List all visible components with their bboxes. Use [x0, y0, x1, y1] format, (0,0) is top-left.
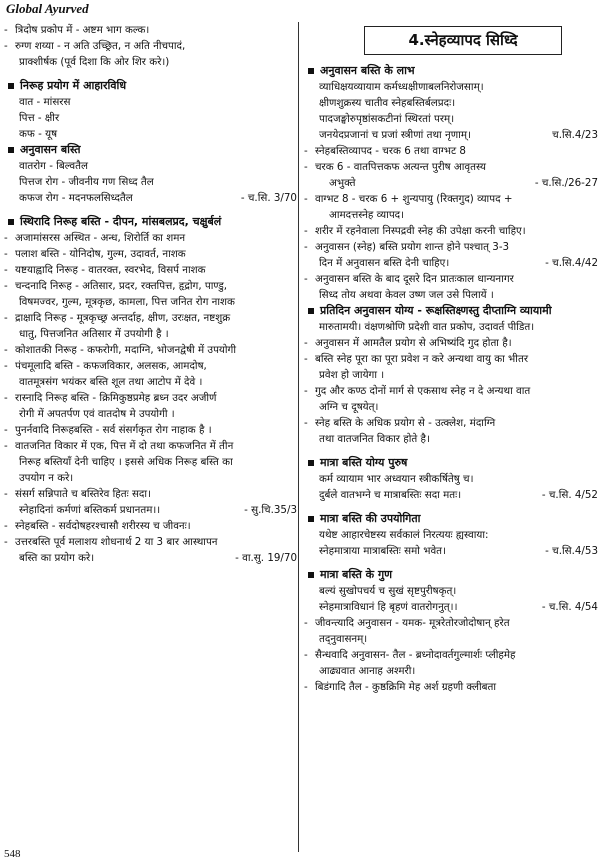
line-text: क्षीणशुक्रस्य चातीव स्नेहबस्तिर्बलप्रदः।: [319, 97, 456, 109]
dash-bullet-icon: -: [4, 440, 8, 452]
dash-list-item: [4, 310, 297, 326]
dash-bullet-icon: -: [4, 248, 8, 260]
line-text: अनुवासन बस्ति के बाद दूसरे दिन प्रातःकाल धान्यनागर: [315, 273, 514, 285]
line-text: निरूह बस्तियाँ देनी चाहिए । इससे अधिक निरूह बस्ति का: [19, 456, 233, 468]
section-heading: [304, 63, 598, 79]
dash-bullet-icon: -: [4, 344, 8, 356]
page-number: 548: [4, 848, 21, 860]
dash-list-item: [304, 223, 598, 239]
line-text: स्नेहमात्राविधानं हि बृहणं वातरोगनुत्।।: [319, 601, 458, 613]
dash-list-item: [304, 647, 598, 663]
line-text: संसर्ग सन्निपाते च बस्तिरेव हितः सदा।: [15, 488, 151, 500]
square-bullet-icon: [8, 147, 14, 153]
continuation-line: [4, 470, 297, 486]
line-text: त्रिदोष प्रकोप में - अष्टम भाग कल्क।: [15, 24, 150, 36]
square-bullet-icon: [308, 572, 314, 578]
line-text: तथा वातजनित विकार होते है।: [319, 433, 430, 445]
section-heading: [4, 142, 297, 158]
line-text: पुनर्नवादि निरूहबस्ति - सर्व संसर्गकृत रोग नाहाक है ।: [15, 424, 212, 436]
dash-list-item: [304, 143, 598, 159]
citation-reference: - सु.चि.35/3: [244, 504, 297, 516]
spacer: [304, 559, 598, 567]
line-text: चन्दनादि निरूह - अतिसार, प्रदर, रक्तपित्त, हृद्रोग, पाण्डु,: [15, 280, 228, 292]
citation-reference: - च.सि./26-27: [534, 177, 598, 189]
line-text: पित्त - क्षीर: [19, 112, 60, 124]
dash-bullet-icon: -: [304, 617, 308, 629]
line-text: वातजनित विकार में एक, पित्त में दो तथा कफजनित में तीन: [15, 440, 234, 452]
dash-list-item: [4, 486, 297, 502]
section-heading: [304, 511, 598, 527]
heading-text: निरूह प्रयोग में आहारविधि: [20, 79, 127, 92]
line-text: दुर्बले वातभग्ने च मात्राबस्तिः सदा मतः।: [319, 489, 462, 501]
spacer: [4, 206, 297, 214]
dash-bullet-icon: -: [304, 649, 308, 661]
line-text: कोशातकी निरूह - कफरोगी, मदाग्नि, भोजनद्वेषी में उपयोगी: [15, 344, 237, 356]
section-heading: [304, 567, 598, 583]
line-text: पादजङ्घोरुपृष्ठांसकटीनां स्थिरतां परम्।: [319, 113, 455, 125]
dash-bullet-icon: -: [304, 681, 308, 693]
spacer: [4, 70, 297, 78]
spacer: [304, 447, 598, 455]
line-text: वातमूत्रसंग भयंकर बस्ति शूल तथा आटोप में देवे ।: [19, 376, 203, 388]
continuation-line: [4, 550, 297, 566]
continuation-line: [4, 94, 297, 110]
section-heading: [304, 303, 598, 319]
dash-list-item: [304, 191, 598, 207]
section-heading: [304, 455, 598, 471]
dash-bullet-icon: -: [304, 145, 308, 157]
dash-list-item: [4, 438, 297, 454]
line-text: आमदत्तस्नेह व्यापद।: [329, 209, 405, 221]
line-text: सिध्द तोय अथवा केवल उष्ण जल उसे पिलायें ।: [319, 289, 494, 301]
line-text: विषमज्वर, गुल्म, मूत्रकृछ, कामला, पित्त जनित रोग नाशक: [19, 296, 235, 308]
continuation-line: [304, 319, 598, 335]
line-text: प्रवेश हो जायेगा ।: [319, 369, 385, 381]
continuation-line: [304, 111, 598, 127]
dash-bullet-icon: -: [304, 353, 308, 365]
line-text: बिडंगादि तैल - कुष्ठक्रिमि मेह अर्श ग्रहणी क्लीबता: [315, 681, 497, 693]
left-column: [4, 22, 297, 566]
line-text: सैन्धवादि अनुवासन- तैल - ब्रध्नोदावर्तगुल्मार्शः प्लीहमेह: [315, 649, 516, 661]
dash-bullet-icon: -: [4, 360, 8, 372]
line-text: धातु, पित्तजनित अतिसार में उपयोगी है ।: [19, 328, 169, 340]
continuation-line: [304, 367, 598, 383]
citation-reference: - च.सि.4/42: [545, 257, 598, 269]
line-text: द्राक्षादि निरूह - मूत्रकृच्छ्र अन्तर्दाह, क्षीण, उरःक्षत, नष्टशुक्र: [15, 312, 231, 324]
line-text: मारुतामयी। वंक्षणश्रोणि प्रदेशी वात प्रकोप, उदावर्त पीडित।: [319, 321, 535, 333]
line-text: दिन में अनुवासन बस्ति देनी चाहिए।: [319, 257, 450, 269]
section-heading: [4, 78, 297, 94]
line-text: यष्टयाह्वादि निरूह - वातरक्त, स्वरभेद, विसर्प नाशक: [15, 264, 206, 276]
dash-bullet-icon: -: [4, 312, 8, 324]
continuation-line: [4, 454, 297, 470]
line-text: शरीर में रहनेवाला निस्पद्रवी स्नेह की उपेक्षा करनी चाहिए।: [315, 225, 526, 237]
dash-bullet-icon: -: [304, 193, 308, 205]
heading-text: अनुवासन बस्ति: [20, 143, 81, 156]
line-text: वातरोग - बिल्वतैल: [19, 160, 88, 172]
dash-list-item: [4, 534, 297, 550]
continuation-line: [304, 255, 598, 271]
section-title: 4.स्नेहव्यापद सिध्दि: [364, 26, 562, 55]
continuation-line: [4, 126, 297, 142]
continuation-line: [304, 287, 598, 303]
line-text: वाग्भट 8 - चरक 6 + शुन्यपायु (रिक्तगुद) व्यापद +: [315, 193, 513, 205]
dash-list-item: [4, 38, 297, 54]
continuation-line: [4, 294, 297, 310]
line-text: स्नेहमात्राया मात्राबस्तिः समो भवेत।: [319, 545, 446, 557]
column-divider: [298, 22, 299, 852]
continuation-line: [4, 374, 297, 390]
line-text: व्याधिक्षयव्यायाम कर्मध्धक्षीणाबलनिरोजसाम्।: [319, 81, 484, 93]
square-bullet-icon: [8, 219, 14, 225]
running-header: Global Ayurved: [6, 1, 89, 16]
line-text: स्नेहबस्ति - सर्वदोषहरश्चासौ शरीरस्य च जीवनः।: [15, 520, 191, 532]
dash-list-item: [304, 383, 598, 399]
line-text: उपयोग न करे।: [19, 472, 74, 484]
dash-list-item: [4, 22, 297, 38]
dash-list-item: [4, 390, 297, 406]
citation-reference: - वा.सु. 19/70: [235, 552, 297, 564]
line-text: स्नेहादिनां कर्मणां बस्तिकर्म प्रधानतम।।: [19, 504, 161, 516]
continuation-line: [4, 110, 297, 126]
dash-bullet-icon: -: [304, 161, 308, 173]
dash-bullet-icon: -: [4, 520, 8, 532]
dash-bullet-icon: -: [304, 241, 308, 253]
continuation-line: [304, 583, 598, 599]
continuation-line: [304, 431, 598, 447]
line-text: जनयेदप्रजानां च प्रजां स्त्रीणां तथा नृणाम्।: [319, 129, 471, 141]
continuation-line: [4, 406, 297, 422]
line-text: तद्नुवासनम्।: [319, 633, 368, 645]
dash-list-item: [4, 342, 297, 358]
heading-text: स्थिरादि निरूह बस्ति - दीपन, मांसबलप्रद, चक्षुर्बलं: [20, 215, 222, 228]
line-text: कफ - यूष: [19, 128, 58, 140]
line-text: गुद और कण्ठ दोनों मार्ग से एकसाथ स्नेह न दे अन्यथा वात: [315, 385, 531, 397]
line-text: प्राक्शीर्षक (पूर्व दिशा कि ओर शिर करे।): [19, 56, 170, 68]
dash-list-item: [4, 246, 297, 262]
line-text: अनुवासन (स्नेह) बस्ति प्रयोग शान्त होने पश्चात् 3-3: [315, 241, 510, 253]
right-column: [304, 20, 598, 695]
square-bullet-icon: [308, 68, 314, 74]
continuation-line: [304, 95, 598, 111]
continuation-line: [4, 174, 297, 190]
dash-bullet-icon: -: [304, 417, 308, 429]
line-text: पलाश बस्ति - योनिदोष, गुल्म, उदावर्त, नाशक: [15, 248, 186, 260]
dash-bullet-icon: -: [4, 264, 8, 276]
dash-list-item: [304, 415, 598, 431]
line-text: रोगी में अपतर्पण एवं वातदोष मे उपयोगी ।: [19, 408, 175, 420]
continuation-line: [304, 471, 598, 487]
continuation-line: [304, 487, 598, 503]
dash-list-item: [304, 679, 598, 695]
dash-list-item: [304, 335, 598, 351]
line-text: आढ्यवात आनाह अश्मरी।: [319, 665, 416, 677]
continuation-line: [4, 54, 297, 70]
continuation-line: [304, 399, 598, 415]
dash-list-item: [304, 615, 598, 631]
continuation-line: [304, 207, 598, 223]
line-text: वात - मांसरस: [19, 96, 71, 108]
citation-reference: - च.सि. 3/70: [240, 192, 297, 204]
continuation-line: [4, 158, 297, 174]
dash-list-item: [304, 271, 598, 287]
square-bullet-icon: [308, 308, 314, 314]
dash-bullet-icon: -: [304, 225, 308, 237]
continuation-line: [4, 190, 297, 206]
section-heading: [4, 214, 297, 230]
continuation-line: [304, 127, 598, 143]
line-text: पंचमूलादि बस्ति - कफजविकार, अलसक, आमदोष,: [15, 360, 207, 372]
line-text: चरक 6 - वातपित्तकफ अत्यन्त पुरीष आवृतस्य: [315, 161, 486, 173]
dash-bullet-icon: -: [4, 536, 8, 548]
heading-text: मात्रा बस्ति के गुण: [320, 568, 393, 581]
line-text: अग्नि च दूषयेत्।: [319, 401, 379, 413]
dash-list-item: [4, 358, 297, 374]
citation-reference: - च.सि. 4/52: [541, 489, 598, 501]
line-text: रुग्ण शय्या - न अति उच्छ्रित, न अति नीचपादं,: [15, 40, 186, 52]
continuation-line: [304, 599, 598, 615]
heading-text: मात्रा बस्ति की उपयोगिता: [320, 512, 421, 525]
dash-list-item: [304, 239, 598, 255]
square-bullet-icon: [308, 460, 314, 466]
continuation-line: [304, 527, 598, 543]
continuation-line: [4, 502, 297, 518]
dash-list-item: [4, 422, 297, 438]
line-text: बस्ति का प्रयोग करे।: [19, 552, 95, 564]
continuation-line: [304, 175, 598, 191]
continuation-line: [304, 663, 598, 679]
heading-text: अनुवासन बस्ति के लाभ: [320, 64, 415, 77]
dash-bullet-icon: -: [304, 337, 308, 349]
dash-list-item: [4, 518, 297, 534]
dash-bullet-icon: -: [4, 24, 8, 36]
dash-bullet-icon: -: [304, 273, 308, 285]
line-text: कफज रोग - मदनफलसिध्दतैल: [19, 192, 133, 204]
heading-text: मात्रा बस्ति योग्य पुरुष: [320, 456, 408, 469]
line-text: अजामांसरस अस्थित - अन्ध, शिरोर्ति का शमन: [15, 232, 186, 244]
citation-reference: - च.सि. 4/54: [541, 601, 598, 613]
dash-list-item: [4, 262, 297, 278]
continuation-line: [304, 543, 598, 559]
dash-bullet-icon: -: [4, 392, 8, 404]
continuation-line: [4, 326, 297, 342]
dash-bullet-icon: -: [4, 40, 8, 52]
line-text: रास्नादि निरूह बस्ति - क्रिमिकुष्ठप्रमेह ब्रध्न उदर अजीर्ण: [15, 392, 217, 404]
line-text: बस्ति स्नेह पूरा का पूरा प्रवेश न करे अन्यथा वायु का भीतर: [315, 353, 529, 365]
continuation-line: [304, 631, 598, 647]
line-text: अनुवासन में आमतैल प्रयोग से अभिष्यंदि गुद होता है।: [315, 337, 512, 349]
heading-text: प्रतिदिन अनुवासन योग्य - रूक्षस्तिक्ष्णस्तु दीप्ताग्नि व्यायामी: [320, 304, 552, 317]
dash-list-item: [4, 230, 297, 246]
square-bullet-icon: [8, 83, 14, 89]
line-text: उत्तरबस्ति पूर्व मलाशय शोधनार्थ 2 या 3 बार आस्थापन: [15, 536, 218, 548]
dash-list-item: [304, 351, 598, 367]
dash-bullet-icon: -: [4, 488, 8, 500]
line-text: कर्म व्यायाम भार अध्वयान स्त्रीकर्षितेषु च।: [319, 473, 474, 485]
dash-bullet-icon: -: [4, 424, 8, 436]
citation-reference: च.सि.4/23: [552, 129, 598, 141]
line-text: पित्तज रोग - जीवनीय गण सिध्द तैल: [19, 176, 154, 188]
line-text: यथेष्ट आहारचेष्टस्य सर्वकालं निरत्ययः ह्यस्वाया:: [319, 529, 489, 541]
line-text: स्नेहबस्तिव्यापद - चरक 6 तथा वाग्भट 8: [315, 145, 466, 157]
dash-list-item: [4, 278, 297, 294]
square-bullet-icon: [308, 516, 314, 522]
line-text: स्नेह बस्ति के अधिक प्रयोग से - उत्क्लेश, मंदाग्नि: [315, 417, 496, 429]
line-text: अभुक्ते: [329, 177, 356, 189]
spacer: [304, 503, 598, 511]
line-text: जीवन्त्यादि अनुवासन - यमक- मूत्ररेतोरजोदोषान् हरेत: [315, 617, 510, 629]
right-column-body: [304, 63, 598, 695]
dash-bullet-icon: -: [304, 385, 308, 397]
continuation-line: [304, 79, 598, 95]
line-text: बल्यं सुखोपचर्य च सुखं सृष्टपुरीषकृत्।: [319, 585, 457, 597]
dash-bullet-icon: -: [4, 232, 8, 244]
dash-bullet-icon: -: [4, 280, 8, 292]
dash-list-item: [304, 159, 598, 175]
citation-reference: - च.सि.4/53: [545, 545, 598, 557]
